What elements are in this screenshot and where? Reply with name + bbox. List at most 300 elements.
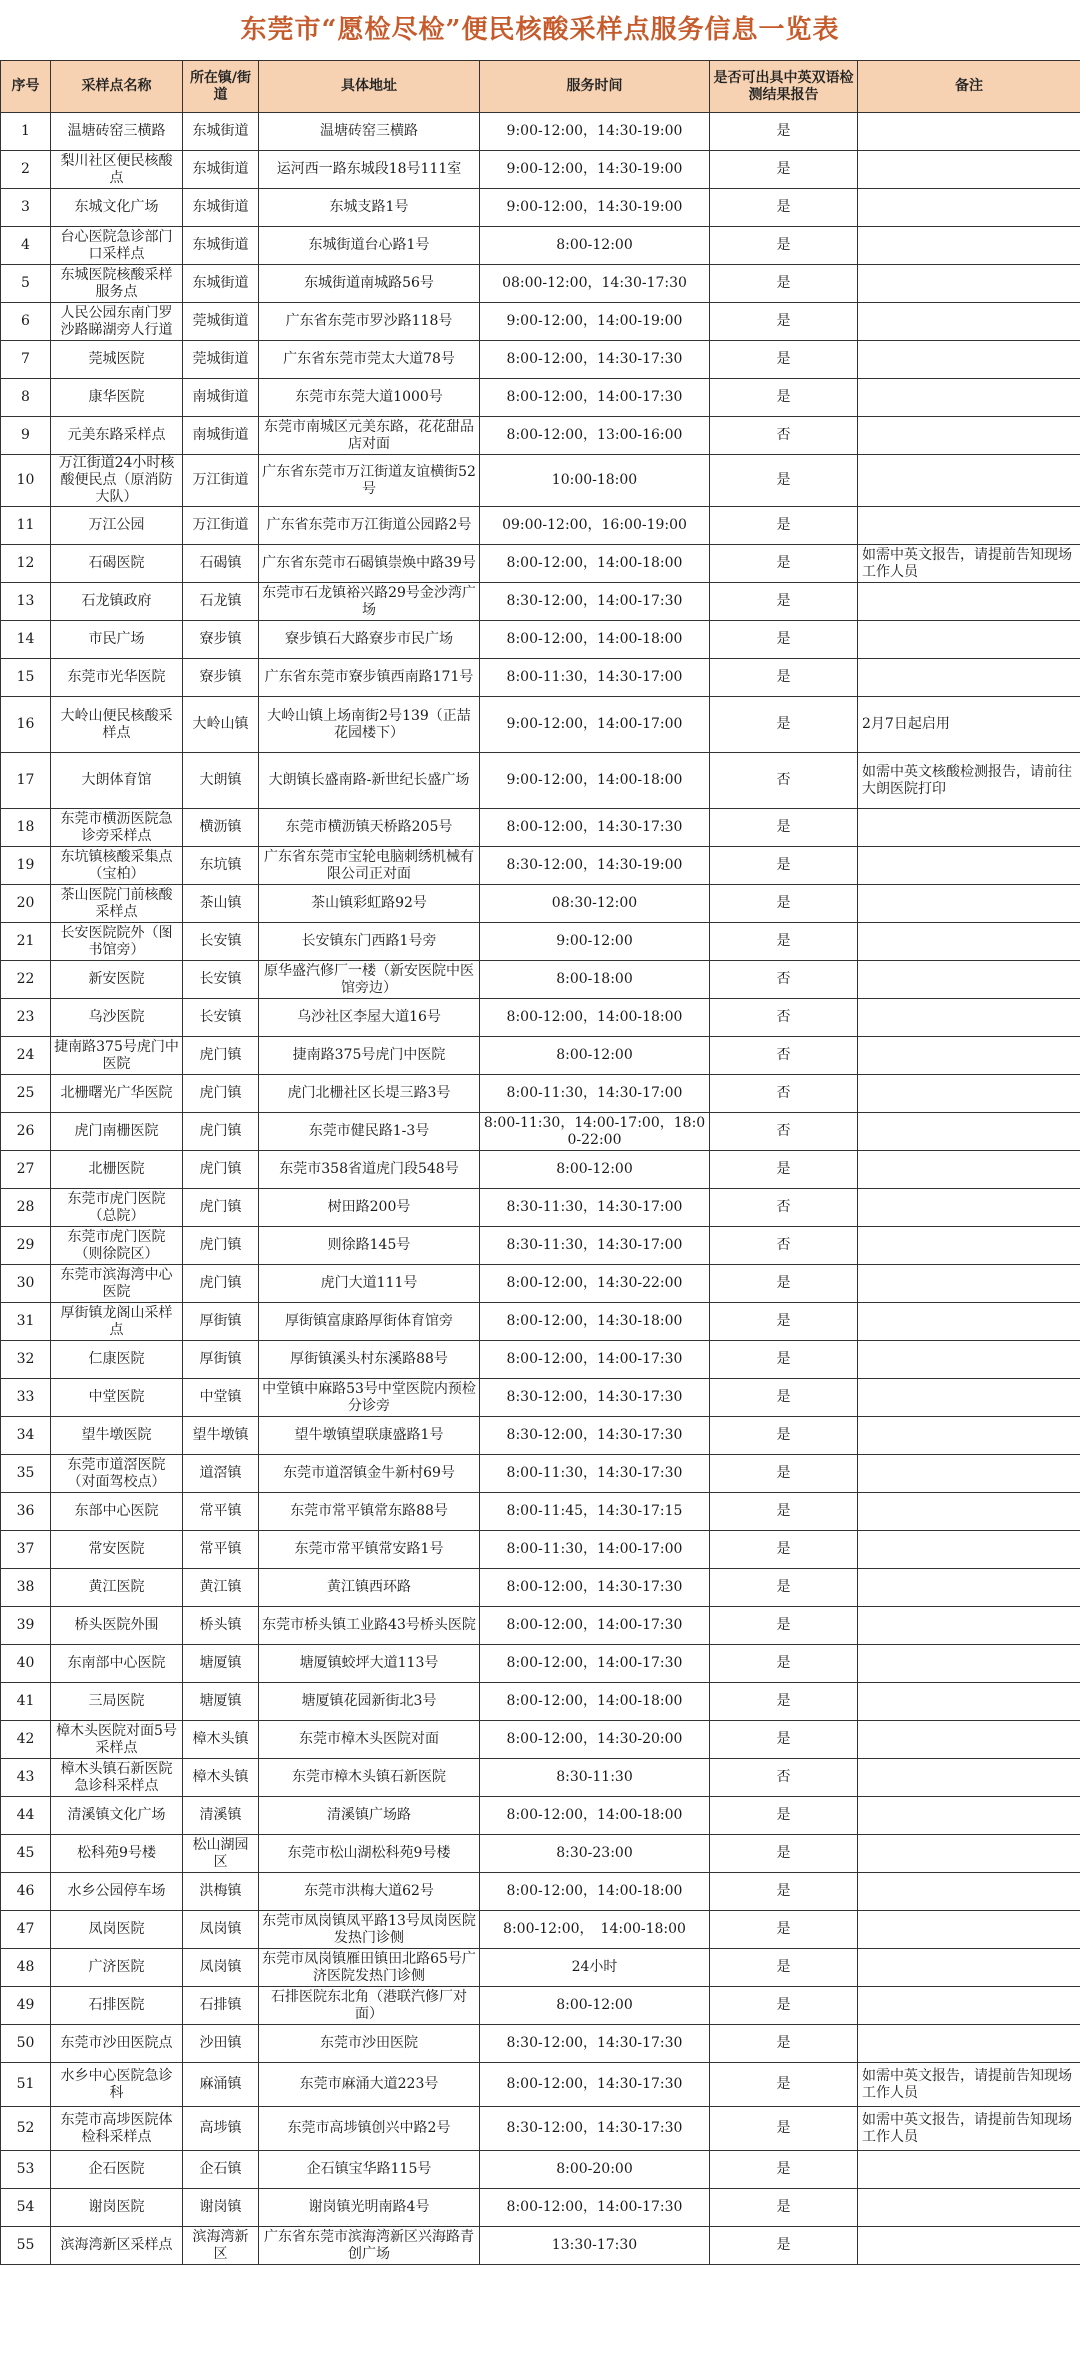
cell-site-name: 虎门南栅医院	[51, 1113, 183, 1151]
cell-index: 52	[1, 2107, 51, 2151]
table-row	[1, 923, 1080, 961]
cell-service-hours: 8:00-12:00，14:00-18:00	[480, 1873, 710, 1911]
cell-remarks	[858, 417, 1080, 455]
cell-site-name: 凤岗医院	[51, 1911, 183, 1949]
cell-remarks: 如需中英文报告，请提前告知现场工作人员	[858, 2063, 1080, 2107]
cell-address: 广东省东莞市宝轮电脑刺绣机械有限公司正对面	[259, 847, 480, 885]
cell-index: 47	[1, 1911, 51, 1949]
cell-service-hours: 8:00-11:30，14:30-17:00	[480, 1075, 710, 1113]
cell-bilingual-report: 是	[710, 2107, 858, 2151]
cell-bilingual-report: 是	[710, 265, 858, 303]
cell-town: 大朗镇	[183, 753, 259, 809]
cell-town: 滨海湾新区	[183, 2227, 259, 2265]
table-row	[1, 545, 1080, 583]
cell-bilingual-report: 是	[710, 923, 858, 961]
cell-remarks	[858, 1607, 1080, 1645]
cell-site-name: 水乡中心医院急诊科	[51, 2063, 183, 2107]
table-row	[1, 1569, 1080, 1607]
cell-town: 道滘镇	[183, 1455, 259, 1493]
cell-address: 望牛墩镇望联康盛路1号	[259, 1417, 480, 1455]
cell-town: 企石镇	[183, 2151, 259, 2189]
cell-index: 7	[1, 341, 51, 379]
cell-address: 厚街镇溪头村东溪路88号	[259, 1341, 480, 1379]
cell-site-name: 大朗体育馆	[51, 753, 183, 809]
cell-bilingual-report: 是	[710, 2063, 858, 2107]
cell-remarks	[858, 621, 1080, 659]
cell-index: 45	[1, 1835, 51, 1873]
cell-bilingual-report: 是	[710, 545, 858, 583]
cell-remarks	[858, 2151, 1080, 2189]
cell-index: 41	[1, 1683, 51, 1721]
cell-town: 黄江镇	[183, 1569, 259, 1607]
cell-service-hours: 8:00-12:00	[480, 1037, 710, 1075]
cell-town: 长安镇	[183, 923, 259, 961]
table-row	[1, 885, 1080, 923]
cell-bilingual-report: 是	[710, 1569, 858, 1607]
cell-site-name: 松科苑9号楼	[51, 1835, 183, 1873]
cell-site-name: 常安医院	[51, 1531, 183, 1569]
cell-site-name: 人民公园东南门罗沙路睇湖旁人行道	[51, 303, 183, 341]
cell-remarks	[858, 1759, 1080, 1797]
cell-remarks: 2月7日起启用	[858, 697, 1080, 753]
table-row	[1, 1797, 1080, 1835]
cell-bilingual-report: 是	[710, 1341, 858, 1379]
page-title: 东莞市“愿检尽检”便民核酸采样点服务信息一览表	[240, 15, 840, 45]
cell-bilingual-report: 是	[710, 1303, 858, 1341]
table-row	[1, 2189, 1080, 2227]
cell-site-name: 康华医院	[51, 379, 183, 417]
cell-bilingual-report: 是	[710, 1645, 858, 1683]
cell-service-hours: 13:30-17:30	[480, 2227, 710, 2265]
cell-address: 企石镇宝华路115号	[259, 2151, 480, 2189]
cell-address: 乌沙社区李屋大道16号	[259, 999, 480, 1037]
cell-site-name: 东莞市横沥医院急诊旁采样点	[51, 809, 183, 847]
cell-address: 东莞市樟木头医院对面	[259, 1721, 480, 1759]
header-remarks: 备注	[858, 61, 1080, 113]
cell-service-hours: 8:00-12:00，14:00-18:00	[480, 621, 710, 659]
cell-town: 石排镇	[183, 1987, 259, 2025]
cell-remarks	[858, 1721, 1080, 1759]
cell-service-hours: 8:00-11:30，14:30-17:00	[480, 659, 710, 697]
cell-index: 10	[1, 455, 51, 507]
cell-address: 东莞市道滘镇金牛新村69号	[259, 1455, 480, 1493]
cell-site-name: 万江公园	[51, 507, 183, 545]
cell-address: 树田路200号	[259, 1189, 480, 1227]
cell-bilingual-report: 是	[710, 697, 858, 753]
cell-town: 万江街道	[183, 507, 259, 545]
cell-address: 东莞市麻涌大道223号	[259, 2063, 480, 2107]
cell-bilingual-report: 是	[710, 189, 858, 227]
table-row	[1, 2025, 1080, 2063]
cell-service-hours: 8:00-12:00，14:00-17:30	[480, 379, 710, 417]
cell-town: 南城街道	[183, 379, 259, 417]
cell-address: 原华盛汽修厂一楼（新安医院中医馆旁边）	[259, 961, 480, 999]
cell-bilingual-report: 是	[710, 1949, 858, 1987]
cell-address: 广东省东莞市莞太大道78号	[259, 341, 480, 379]
cell-site-name: 东城医院核酸采样服务点	[51, 265, 183, 303]
cell-remarks	[858, 455, 1080, 507]
cell-address: 东莞市松山湖松科苑9号楼	[259, 1835, 480, 1873]
cell-town: 塘厦镇	[183, 1683, 259, 1721]
header-site-name: 采样点名称	[51, 61, 183, 113]
cell-index: 22	[1, 961, 51, 999]
cell-town: 清溪镇	[183, 1797, 259, 1835]
cell-address: 东莞市石龙镇裕兴路29号金沙湾广场	[259, 583, 480, 621]
cell-address: 东莞市常平镇常安路1号	[259, 1531, 480, 1569]
cell-site-name: 滨海湾新区采样点	[51, 2227, 183, 2265]
cell-remarks	[858, 2227, 1080, 2265]
header-town: 所在镇/街道	[183, 61, 259, 113]
cell-index: 49	[1, 1987, 51, 2025]
cell-service-hours: 8:00-12:00，14:00-17:30	[480, 1341, 710, 1379]
cell-service-hours: 8:00-11:30，14:30-17:30	[480, 1455, 710, 1493]
table-row	[1, 1341, 1080, 1379]
cell-remarks	[858, 341, 1080, 379]
table-row	[1, 2227, 1080, 2265]
cell-address: 广东省东莞市万江街道友谊横街52号	[259, 455, 480, 507]
cell-address: 谢岗镇光明南路4号	[259, 2189, 480, 2227]
cell-bilingual-report: 是	[710, 151, 858, 189]
cell-site-name: 东莞市沙田医院点	[51, 2025, 183, 2063]
cell-index: 33	[1, 1379, 51, 1417]
cell-index: 19	[1, 847, 51, 885]
cell-remarks	[858, 1987, 1080, 2025]
cell-index: 55	[1, 2227, 51, 2265]
cell-town: 凤岗镇	[183, 1949, 259, 1987]
cell-site-name: 大岭山便民核酸采样点	[51, 697, 183, 753]
table-row	[1, 1455, 1080, 1493]
cell-remarks	[858, 583, 1080, 621]
cell-service-hours: 8:00-12:00， 14:00-18:00	[480, 1911, 710, 1949]
table-row	[1, 1417, 1080, 1455]
cell-site-name: 台心医院急诊部门口采样点	[51, 227, 183, 265]
cell-service-hours: 8:30-12:00，14:30-19:00	[480, 847, 710, 885]
cell-address: 温塘砖窑三横路	[259, 113, 480, 151]
cell-bilingual-report: 是	[710, 455, 858, 507]
cell-index: 54	[1, 2189, 51, 2227]
cell-address: 寮步镇石大路寮步市民广场	[259, 621, 480, 659]
cell-town: 塘厦镇	[183, 1645, 259, 1683]
cell-address: 广东省东莞市滨海湾新区兴海路青创广场	[259, 2227, 480, 2265]
table-row	[1, 1873, 1080, 1911]
cell-bilingual-report: 是	[710, 1911, 858, 1949]
cell-town: 石龙镇	[183, 583, 259, 621]
cell-town: 寮步镇	[183, 621, 259, 659]
cell-address: 运河西一路东城段18号111室	[259, 151, 480, 189]
cell-bilingual-report: 是	[710, 809, 858, 847]
cell-address: 塘厦镇蛟坪大道113号	[259, 1645, 480, 1683]
table-row	[1, 227, 1080, 265]
cell-bilingual-report: 否	[710, 999, 858, 1037]
cell-site-name: 新安医院	[51, 961, 183, 999]
cell-site-name: 樟木头医院对面5号采样点	[51, 1721, 183, 1759]
cell-service-hours: 8:00-12:00，14:30-17:30	[480, 1569, 710, 1607]
cell-bilingual-report: 否	[710, 1759, 858, 1797]
cell-town: 凤岗镇	[183, 1911, 259, 1949]
cell-town: 松山湖园区	[183, 1835, 259, 1873]
cell-address: 捷南路375号虎门中医院	[259, 1037, 480, 1075]
cell-index: 46	[1, 1873, 51, 1911]
cell-town: 东城街道	[183, 113, 259, 151]
cell-bilingual-report: 否	[710, 1227, 858, 1265]
cell-bilingual-report: 是	[710, 507, 858, 545]
cell-address: 东莞市横沥镇天桥路205号	[259, 809, 480, 847]
cell-remarks: 如需中英文报告，请提前告知现场工作人员	[858, 545, 1080, 583]
cell-site-name: 东莞市虎门医院（总院）	[51, 1189, 183, 1227]
cell-bilingual-report: 是	[710, 1493, 858, 1531]
cell-service-hours: 8:00-18:00	[480, 961, 710, 999]
cell-address: 东莞市南城区元美东路，花花甜品店对面	[259, 417, 480, 455]
cell-index: 6	[1, 303, 51, 341]
cell-town: 南城街道	[183, 417, 259, 455]
cell-site-name: 万江街道24小时核酸便民点（原消防大队）	[51, 455, 183, 507]
cell-bilingual-report: 否	[710, 1189, 858, 1227]
cell-service-hours: 9:00-12:00	[480, 923, 710, 961]
table-row	[1, 1911, 1080, 1949]
cell-service-hours: 8:00-12:00，14:30-22:00	[480, 1265, 710, 1303]
cell-index: 27	[1, 1151, 51, 1189]
cell-index: 2	[1, 151, 51, 189]
cell-index: 15	[1, 659, 51, 697]
cell-town: 虎门镇	[183, 1227, 259, 1265]
table-row	[1, 847, 1080, 885]
table-row	[1, 2151, 1080, 2189]
cell-address: 东莞市洪梅大道62号	[259, 1873, 480, 1911]
cell-bilingual-report: 是	[710, 2025, 858, 2063]
cell-site-name: 广济医院	[51, 1949, 183, 1987]
cell-remarks	[858, 885, 1080, 923]
table-row	[1, 621, 1080, 659]
cell-town: 万江街道	[183, 455, 259, 507]
cell-remarks	[858, 1455, 1080, 1493]
cell-service-hours: 8:00-12:00	[480, 1151, 710, 1189]
cell-remarks	[858, 1911, 1080, 1949]
table-row	[1, 1949, 1080, 1987]
cell-bilingual-report: 否	[710, 1075, 858, 1113]
table-row	[1, 1379, 1080, 1417]
cell-town: 虎门镇	[183, 1113, 259, 1151]
cell-remarks	[858, 1379, 1080, 1417]
cell-site-name: 东莞市高埗医院体检科采样点	[51, 2107, 183, 2151]
cell-index: 13	[1, 583, 51, 621]
header-address: 具体地址	[259, 61, 480, 113]
cell-remarks	[858, 1417, 1080, 1455]
cell-remarks	[858, 1189, 1080, 1227]
cell-index: 31	[1, 1303, 51, 1341]
cell-site-name: 长安医院院外（图书馆旁）	[51, 923, 183, 961]
cell-address: 东莞市358省道虎门段548号	[259, 1151, 480, 1189]
cell-bilingual-report: 是	[710, 1721, 858, 1759]
table-row	[1, 151, 1080, 189]
table-row	[1, 455, 1080, 507]
cell-index: 5	[1, 265, 51, 303]
cell-service-hours: 8:00-12:00，14:00-17:30	[480, 2189, 710, 2227]
cell-service-hours: 8:00-11:45，14:30-17:15	[480, 1493, 710, 1531]
cell-service-hours: 9:00-12:00，14:00-17:00	[480, 697, 710, 753]
cell-site-name: 企石医院	[51, 2151, 183, 2189]
cell-address: 大朗镇长盛南路-新世纪长盛广场	[259, 753, 480, 809]
cell-index: 14	[1, 621, 51, 659]
cell-bilingual-report: 是	[710, 379, 858, 417]
cell-remarks	[858, 999, 1080, 1037]
cell-index: 3	[1, 189, 51, 227]
cell-address: 东城街道台心路1号	[259, 227, 480, 265]
cell-bilingual-report: 是	[710, 1873, 858, 1911]
cell-town: 虎门镇	[183, 1037, 259, 1075]
table-row	[1, 1265, 1080, 1303]
cell-service-hours: 8:00-12:00，14:30-18:00	[480, 1303, 710, 1341]
cell-index: 39	[1, 1607, 51, 1645]
cell-bilingual-report: 是	[710, 2227, 858, 2265]
cell-bilingual-report: 是	[710, 1531, 858, 1569]
cell-index: 48	[1, 1949, 51, 1987]
cell-site-name: 市民广场	[51, 621, 183, 659]
cell-town: 东城街道	[183, 151, 259, 189]
table-row	[1, 189, 1080, 227]
cell-address: 石排医院东北角（港联汽修厂对面）	[259, 1987, 480, 2025]
cell-service-hours: 8:00-20:00	[480, 2151, 710, 2189]
cell-service-hours: 8:30-12:00，14:00-17:30	[480, 583, 710, 621]
cell-site-name: 东莞市虎门医院（则徐院区）	[51, 1227, 183, 1265]
cell-town: 东坑镇	[183, 847, 259, 885]
cell-address: 茶山镇彩虹路92号	[259, 885, 480, 923]
cell-remarks	[858, 1683, 1080, 1721]
cell-address: 东莞市常平镇常东路88号	[259, 1493, 480, 1531]
cell-index: 28	[1, 1189, 51, 1227]
cell-service-hours: 09:00-12:00，16:00-19:00	[480, 507, 710, 545]
cell-remarks	[858, 379, 1080, 417]
cell-town: 高埗镇	[183, 2107, 259, 2151]
cell-remarks	[858, 151, 1080, 189]
cell-town: 沙田镇	[183, 2025, 259, 2063]
cell-service-hours: 8:00-12:00，14:00-17:30	[480, 1607, 710, 1645]
table-row	[1, 265, 1080, 303]
cell-bilingual-report: 是	[710, 113, 858, 151]
table-row	[1, 379, 1080, 417]
cell-town: 厚街镇	[183, 1303, 259, 1341]
cell-bilingual-report: 是	[710, 303, 858, 341]
cell-service-hours: 9:00-12:00，14:30-19:00	[480, 189, 710, 227]
cell-address: 广东省东莞市石碣镇崇焕中路39号	[259, 545, 480, 583]
cell-bilingual-report: 是	[710, 621, 858, 659]
cell-index: 36	[1, 1493, 51, 1531]
cell-service-hours: 8:30-12:00，14:30-17:30	[480, 2107, 710, 2151]
cell-service-hours: 8:30-12:00，14:30-17:30	[480, 1379, 710, 1417]
cell-town: 莞城街道	[183, 303, 259, 341]
table-row	[1, 1607, 1080, 1645]
cell-bilingual-report: 是	[710, 341, 858, 379]
cell-index: 44	[1, 1797, 51, 1835]
cell-site-name: 乌沙医院	[51, 999, 183, 1037]
table-row	[1, 2063, 1080, 2107]
cell-service-hours: 8:00-12:00，14:00-17:30	[480, 1645, 710, 1683]
cell-remarks	[858, 847, 1080, 885]
table-row	[1, 417, 1080, 455]
cell-address: 东莞市沙田医院	[259, 2025, 480, 2063]
cell-service-hours: 8:00-12:00，14:30-17:30	[480, 341, 710, 379]
cell-site-name: 元美东路采样点	[51, 417, 183, 455]
cell-site-name: 茶山医院门前核酸采样点	[51, 885, 183, 923]
cell-service-hours: 8:00-12:00，14:30-17:30	[480, 809, 710, 847]
cell-town: 中堂镇	[183, 1379, 259, 1417]
cell-address: 东莞市桥头镇工业路43号桥头医院	[259, 1607, 480, 1645]
cell-service-hours: 8:30-11:30，14:30-17:00	[480, 1227, 710, 1265]
cell-town: 常平镇	[183, 1531, 259, 1569]
cell-address: 厚街镇富康路厚街体育馆旁	[259, 1303, 480, 1341]
header-index: 序号	[1, 61, 51, 113]
cell-site-name: 石龙镇政府	[51, 583, 183, 621]
cell-remarks	[858, 303, 1080, 341]
cell-index: 38	[1, 1569, 51, 1607]
cell-bilingual-report: 是	[710, 1417, 858, 1455]
cell-town: 樟木头镇	[183, 1759, 259, 1797]
cell-remarks	[858, 1037, 1080, 1075]
cell-index: 42	[1, 1721, 51, 1759]
cell-site-name: 梨川社区便民核酸点	[51, 151, 183, 189]
cell-site-name: 北栅曙光广华医院	[51, 1075, 183, 1113]
cell-remarks	[858, 2189, 1080, 2227]
cell-service-hours: 8:00-12:00，14:30-20:00	[480, 1721, 710, 1759]
cell-bilingual-report: 否	[710, 1037, 858, 1075]
cell-address: 大岭山镇上场南街2号139（正喆花园楼下）	[259, 697, 480, 753]
cell-remarks	[858, 507, 1080, 545]
cell-remarks	[858, 659, 1080, 697]
cell-town: 长安镇	[183, 961, 259, 999]
cell-index: 51	[1, 2063, 51, 2107]
table-row	[1, 583, 1080, 621]
cell-service-hours: 8:00-11:30，14:00-17:00	[480, 1531, 710, 1569]
table-row	[1, 1987, 1080, 2025]
cell-site-name: 莞城医院	[51, 341, 183, 379]
table-row	[1, 999, 1080, 1037]
cell-bilingual-report: 否	[710, 753, 858, 809]
cell-bilingual-report: 否	[710, 1113, 858, 1151]
cell-address: 广东省东莞市寮步镇西南路171号	[259, 659, 480, 697]
table-row	[1, 1227, 1080, 1265]
cell-index: 30	[1, 1265, 51, 1303]
cell-site-name: 水乡公园停车场	[51, 1873, 183, 1911]
cell-town: 麻涌镇	[183, 2063, 259, 2107]
cell-service-hours: 8:30-11:30，14:30-17:00	[480, 1189, 710, 1227]
cell-index: 4	[1, 227, 51, 265]
cell-service-hours: 8:30-23:00	[480, 1835, 710, 1873]
cell-site-name: 东莞市道滘医院（对面驾校点）	[51, 1455, 183, 1493]
cell-index: 53	[1, 2151, 51, 2189]
cell-index: 34	[1, 1417, 51, 1455]
cell-index: 1	[1, 113, 51, 151]
cell-site-name: 捷南路375号虎门中医院	[51, 1037, 183, 1075]
cell-town: 大岭山镇	[183, 697, 259, 753]
table-row	[1, 809, 1080, 847]
cell-index: 50	[1, 2025, 51, 2063]
cell-bilingual-report: 是	[710, 1683, 858, 1721]
cell-town: 长安镇	[183, 999, 259, 1037]
table-row	[1, 1075, 1080, 1113]
table-row	[1, 1759, 1080, 1797]
cell-town: 虎门镇	[183, 1151, 259, 1189]
cell-address: 广东省东莞市万江街道公园路2号	[259, 507, 480, 545]
header-bilingual-report: 是否可出具中英双语检测结果报告	[710, 61, 858, 113]
cell-index: 17	[1, 753, 51, 809]
cell-index: 43	[1, 1759, 51, 1797]
table-row	[1, 1037, 1080, 1075]
table-row	[1, 303, 1080, 341]
table-body	[1, 113, 1080, 2265]
cell-site-name: 石排医院	[51, 1987, 183, 2025]
cell-remarks	[858, 961, 1080, 999]
cell-address: 虎门大道111号	[259, 1265, 480, 1303]
cell-address: 东莞市凤岗镇雁田镇田北路65号广济医院发热门诊侧	[259, 1949, 480, 1987]
